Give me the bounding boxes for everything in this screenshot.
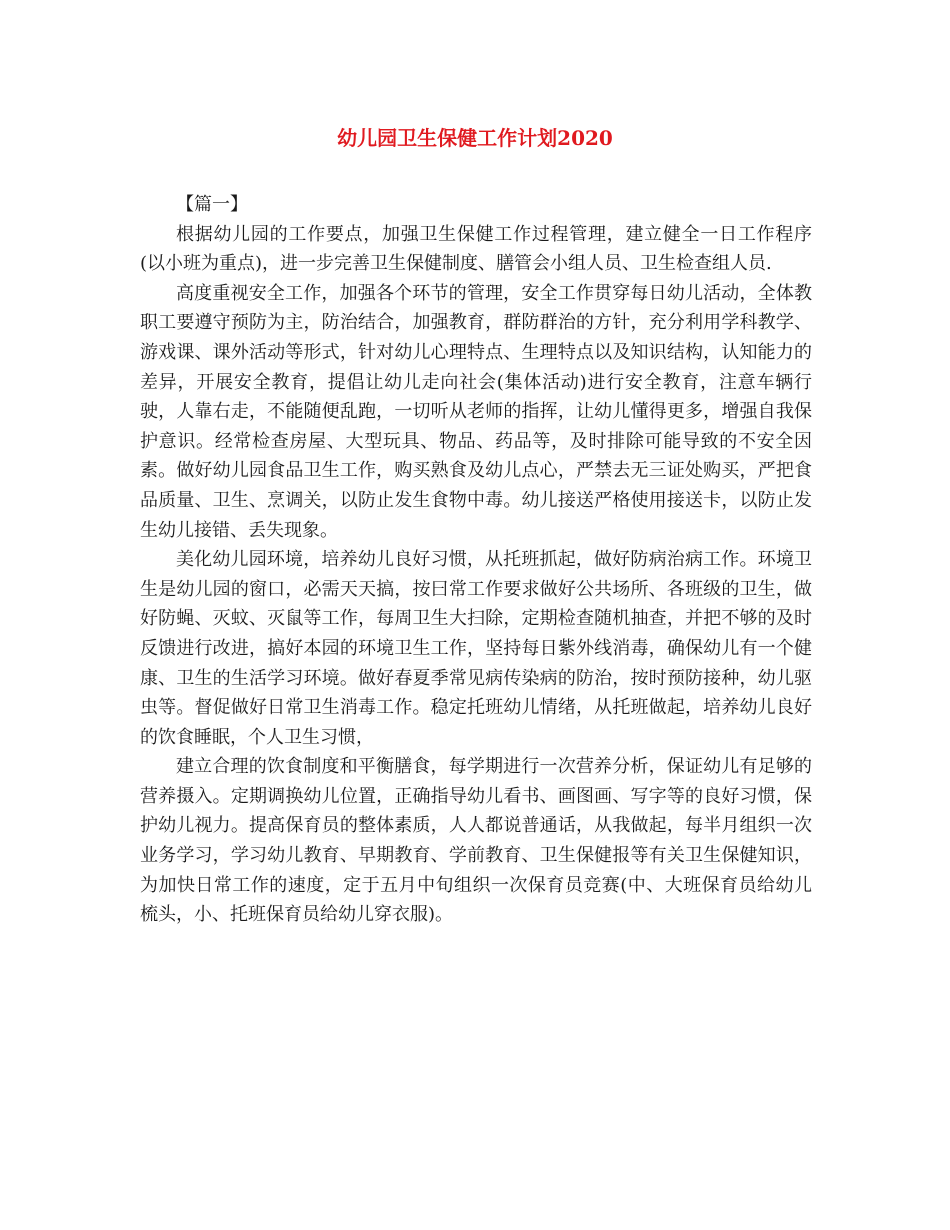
paragraph-3: 美化幼儿园环境，培养幼儿良好习惯，从托班抓起，做好防病治病工作。环境卫生是幼儿园的窗口，必需天天搞，按曰常工作要求做好公共场所、各班级的卫生，做好防蝇、灭蚊、灭鼠等工作，每周卫生大扫除，定期检查随机抽查，并把不够的及时反馈进行改进，搞好本园的环境卫生工作，坚持每日紫外线消毒，确保幼儿有一个健康、卫生的生活学习环境。做好春夏季常见病传染病的防治，按时预防接种，幼儿驱虫等。督促做好日常卫生消毒工作。稳定托班幼儿情绪，从托班做起，培养幼儿良好的饮食睡眠，个人卫生习惯， — [140, 549, 812, 748]
paragraph-4: 建立合理的饮食制度和平衡膳食，每学期进行一次营养分析，保证幼儿有足够的营养摄入。定期调换幼儿位置，正确指导幼儿看书、画图画、写字等的良好习惯，保护幼儿视力。提高保育员的整体素质，人人都说普通话，从我做起，每半月组织一次业务学习，学习幼儿教育、早期教育、学前教育、卫生保健报等有关卫生保健知识，为加快日常工作的速度，定于五月中旬组织一次保育员竞赛(中、大班保育员给幼儿梳头，小、托班保育员给幼儿穿衣服)。 — [140, 756, 812, 926]
paragraph-1: 根据幼儿园的工作要点，加强卫生保健工作过程管理，建立健全一日工作程序(以小班为重点)，进一步完善卫生保健制度、膳管会小组人员、卫生检查组人员. — [140, 223, 812, 275]
section-label: 【篇一】 — [176, 194, 248, 215]
document-body — [140, 190, 812, 930]
paragraph-2: 高度重视安全工作，加强各个环节的管理，安全工作贯穿每日幼儿活动，全体教职工要遵守预防为主，防治结合，加强教育，群防群治的方针，充分利用学科教学、游戏课、课外活动等形式，针对幼儿心理特点、生理特点以及知识结构，认知能力的差异，开展安全教育，提倡让幼儿走向社会(集体活动)进行安全教育，注意车辆行驶，人靠右走，不能随便乱跑，一切听从老师的指挥，让幼儿懂得更多，增强自我保护意识。经常检查房屋、大型玩具、物品、药品等，及时排除可能导致的不安全因素。做好幼儿园食品卫生工作，购买熟食及幼儿点心，严禁去无三证处购买，严把食品质量、卫生、烹调关，以防止发生食物中毒。幼儿接送严格使用接送卡，以防止发生幼儿接错、丢失现象。 — [140, 282, 812, 541]
document-title: 幼儿园卫生保健工作计划2020 — [337, 126, 613, 150]
